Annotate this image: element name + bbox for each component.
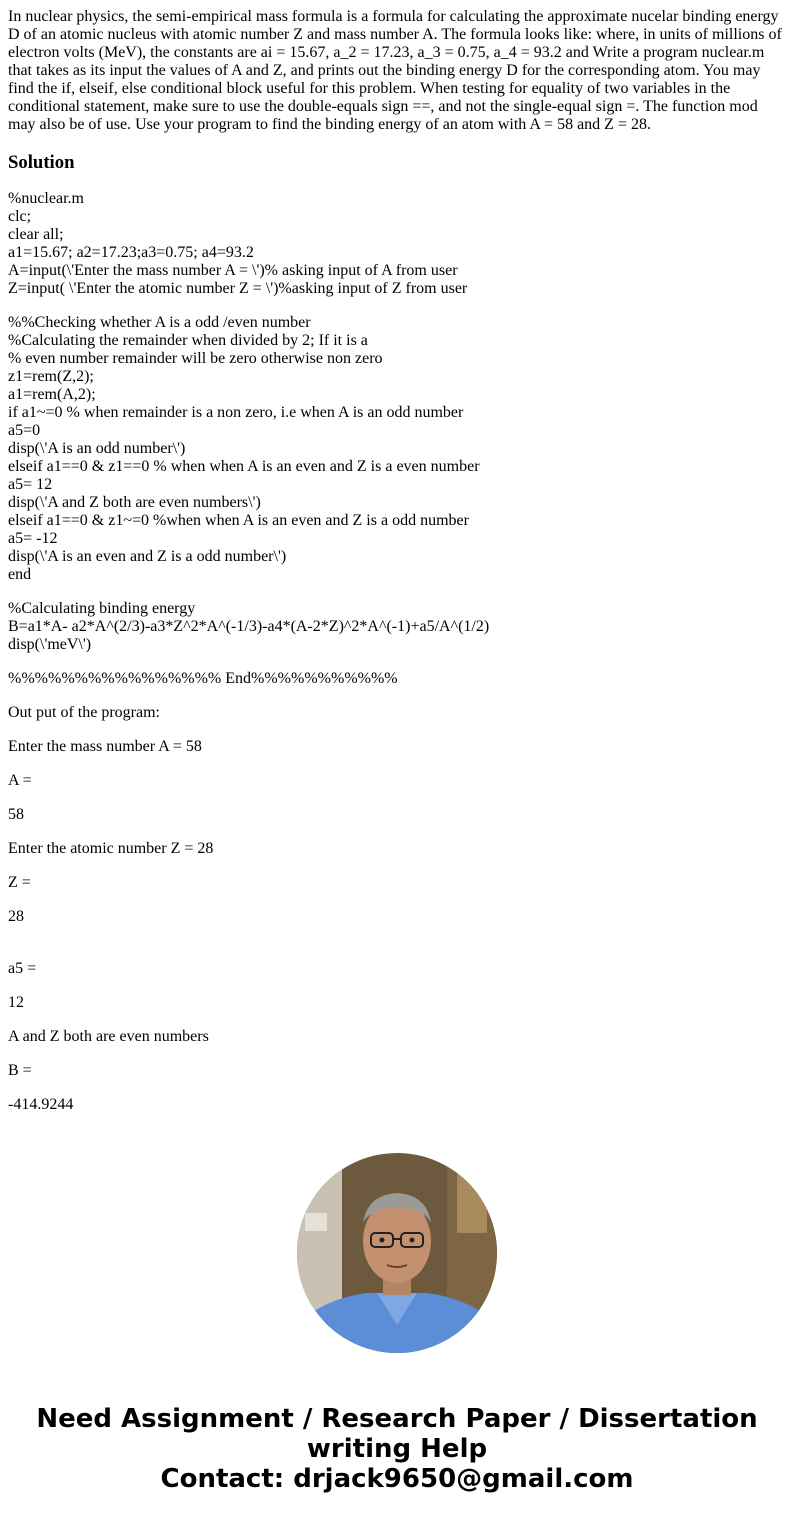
document-body <box>8 8 786 1130</box>
code-line: disp(\'A and Z both are even numbers\') <box>8 494 261 511</box>
end-marker: %%%%%%%%%%%%%%%% End%%%%%%%%%%% <box>8 670 398 687</box>
output-value-a5: 12 <box>8 994 24 1011</box>
code-line: B=a1*A- a2*A^(2/3)-a3*Z^2*A^(-1/3)-a4*(A-2*Z)^2*A^(-1)+a5/A^(1/2) <box>8 618 490 635</box>
output-label-a: A = <box>8 772 32 789</box>
code-line: a5= 12 <box>8 476 53 493</box>
output-heading: Out put of the program: <box>8 704 160 721</box>
code-block-binding-energy <box>8 600 786 654</box>
code-line: clc; <box>8 208 32 225</box>
question-text: In nuclear physics, the semi-empirical mass formula is a formula for calculating the approximate nucelar binding energy D of an atomic nucleus with atomic number Z and mass number A. The formula looks like: where, in units of millions of electron volts (MeV), the constants are ai = 15.67, a_2 = 17.23, a_3 = 0.75, a_4 = 93.2 and Write a program nuclear.m that takes as its input the values of A and Z, and prints out the binding energy D for the corresponding atom. You may find the if, elseif, else conditional block useful for this problem. When testing for equality of two variables in the conditional statement, make sure to use the double-equals sign ==, and not the single-equal sign =. The function mod may also be of use. Use your program to find the binding energy of an atom with A = 58 and Z = 28. <box>8 8 782 133</box>
code-line: A=input(\'Enter the mass number A = \')% asking input of A from user <box>8 262 458 279</box>
solution-heading: Solution <box>8 152 75 173</box>
code-line: %Calculating the remainder when divided by 2; If it is a <box>8 332 368 349</box>
code-line: Z=input( \'Enter the atomic number Z = \')%asking input of Z from user <box>8 280 468 297</box>
author-avatar <box>297 1153 497 1353</box>
code-block-setup <box>8 190 786 298</box>
code-line: a1=15.67; a2=17.23;a3=0.75; a4=93.2 <box>8 244 254 261</box>
code-line: %%Checking whether A is a odd /even number <box>8 314 311 331</box>
promo-contact: Contact: drjack9650@gmail.com <box>160 1464 634 1494</box>
output-value-a: 58 <box>8 806 24 823</box>
code-block-parity-check <box>8 314 786 584</box>
author-photo-icon <box>297 1153 497 1353</box>
output-label-b: B = <box>8 1062 32 1079</box>
code-line: disp(\'A is an odd number\') <box>8 440 186 457</box>
code-line: % even number remainder will be zero otherwise non zero <box>8 350 383 367</box>
code-line: a5=0 <box>8 422 41 439</box>
code-line: disp(\'meV\') <box>8 636 92 653</box>
code-line: a1=rem(A,2); <box>8 386 96 403</box>
code-line: %nuclear.m <box>8 190 84 207</box>
code-line: %Calculating binding energy <box>8 600 196 617</box>
promo-line: writing Help <box>306 1434 488 1464</box>
output-label-a5: a5 = <box>8 960 37 977</box>
code-line: elseif a1==0 & z1==0 % when when A is an even and Z is a even number <box>8 458 480 475</box>
code-line: disp(\'A is an even and Z is a odd number\') <box>8 548 287 565</box>
promo-line: Need Assignment / Research Paper / Dissertation <box>36 1404 758 1434</box>
promo-banner <box>0 1404 794 1494</box>
output-prompt-a: Enter the mass number A = 58 <box>8 738 202 755</box>
output-message: A and Z both are even numbers <box>8 1028 209 1045</box>
output-value-z: 28 <box>8 908 24 925</box>
code-line: clear all; <box>8 226 64 243</box>
output-value-b: -414.9244 <box>8 1096 74 1113</box>
code-line: z1=rem(Z,2); <box>8 368 94 385</box>
output-prompt-z: Enter the atomic number Z = 28 <box>8 840 214 857</box>
code-line: a5= -12 <box>8 530 58 547</box>
code-line: end <box>8 566 32 583</box>
code-line: if a1~=0 % when remainder is a non zero, i.e when A is an odd number <box>8 404 464 421</box>
code-line: elseif a1==0 & z1~=0 %when when A is an even and Z is a odd number <box>8 512 469 529</box>
output-label-z: Z = <box>8 874 31 891</box>
